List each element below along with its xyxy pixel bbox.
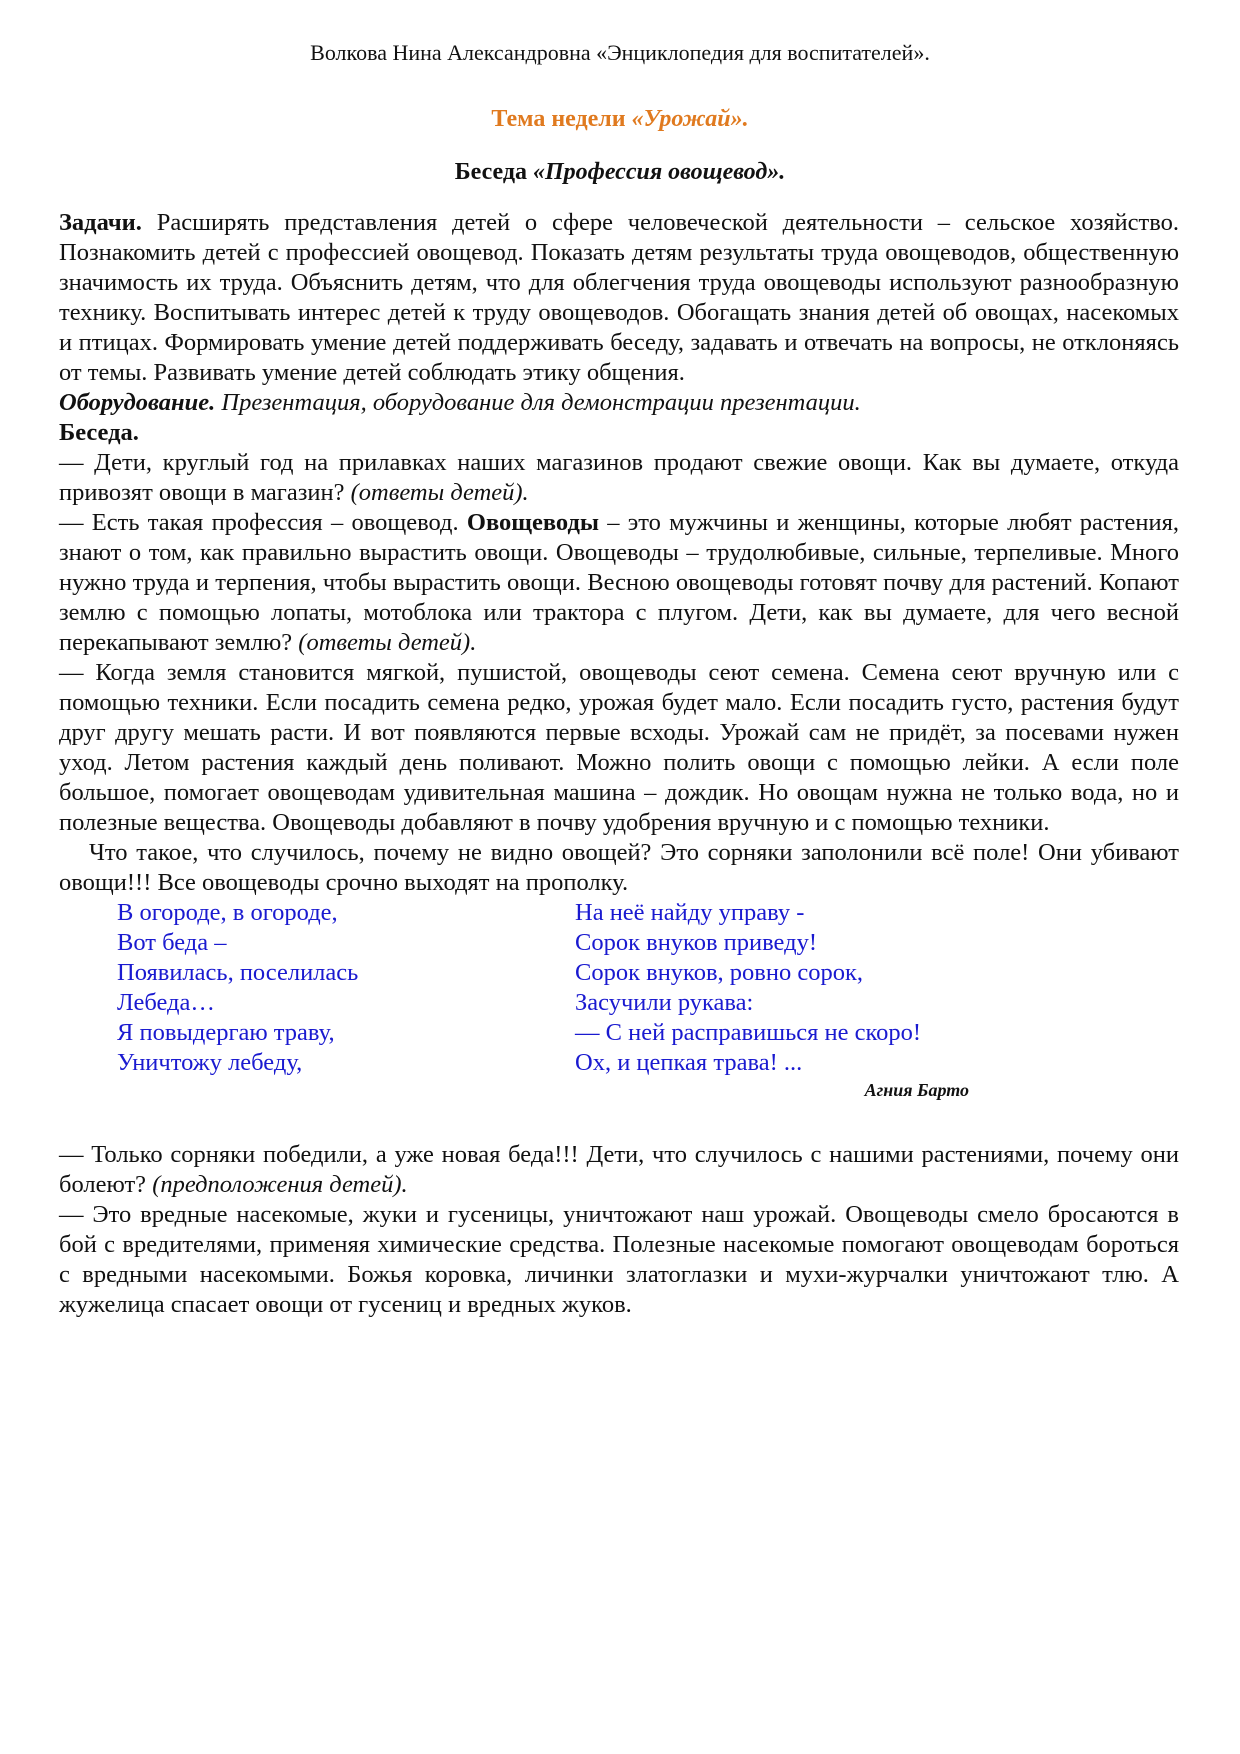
poem-line: В огороде, в огороде, — [117, 899, 338, 926]
spacer — [59, 1102, 1179, 1140]
tasks-label: Задачи. — [59, 209, 142, 236]
tasks-text: Расширять представления детей о сфере человеческой деятельности – сельское хозяйство. Познакомить детей с профессией овощевод. Показать детям результаты труда овощеводов, общественную значимость их труда. Объяснить детям, что для облегчения труда овощеводы используют разнообразную технику. Воспитывать интерес детей к труду овощеводов. Обогащать знания детей об овощах, насекомых и птицах. Формировать умение детей поддерживать беседу, задавать и отвечать на вопросы, не отклоняясь от темы. Развивать умение детей соблюдать этику общения. — [59, 209, 1179, 386]
poem — [59, 898, 1179, 1078]
p2-note: (ответы детей). — [298, 629, 477, 656]
paragraph-2 — [59, 508, 1179, 658]
p5-text: — Только сорняки победили, а уже новая беда!!! Дети, что случилось с нашими растениями, почему они болеют? — [59, 1141, 1179, 1198]
p2-start: — Есть такая профессия – овощевод. — [59, 509, 467, 536]
p1-text: — Дети, круглый год на прилавках наших магазинов продают свежие овощи. Как вы думаете, откуда привозят овощи в магазин? — [59, 449, 1179, 506]
equipment-paragraph — [59, 388, 1179, 418]
paragraph-6: — Это вредные насекомые, жуки и гусеницы, уничтожают наш урожай. Овощеводы смело бросаются в бой с вредителями, применяя химические средства. Полезные насекомые помогают овощеводам бороться с вредными насекомыми. Божья коровка, личинки златоглазки и мухи-журчалки уничтожают тлю. А жужелица спасает овощи от гусениц и вредных жуков. — [59, 1201, 1179, 1318]
document-header: Волкова Нина Александровна «Энциклопедия для воспитателей». — [310, 40, 930, 65]
p5-note: (предположения детей). — [152, 1171, 408, 1198]
paragraph-1 — [59, 448, 1179, 508]
p2-text: – это мужчины и женщины, которые любят растения, знают о том, как правильно вырастить овощи. Овощеводы – трудолюбивые, сильные, терпеливые. Много нужно труда и терпения, чтобы вырастить овощи. Весною овощеводы готовят почву для растений. Копают землю с помощью лопаты, мотоблока или трактора с плугом. Дети, как вы думаете, для чего весной перекапывают землю? — [59, 509, 1179, 656]
theme-prefix: Тема недели — [491, 106, 632, 132]
talk-name: «Профессия овощевод». — [532, 159, 786, 185]
paragraph-4: Что такое, что случилось, почему не видно овощей? Это сорняки заполонили всё поле! Они убивают овощи!!! Все овощеводы срочно выходят на прополку. — [59, 839, 1179, 896]
conversation-label-text: Беседа. — [59, 419, 139, 446]
talk-prefix: Беседа — [454, 159, 533, 185]
poem-line: — С ней расправишься не скоро! — [575, 1019, 922, 1046]
poem-line: Появилась, поселилась — [117, 959, 359, 986]
conversation-label — [59, 418, 1179, 448]
poem-line: Лебеда… — [117, 989, 215, 1016]
poem-line: Вот беда – — [117, 929, 227, 956]
poem-author: Агния Барто — [864, 1080, 969, 1100]
p2-bold: Овощеводы — [466, 509, 599, 536]
poem-line: Ох, и цепкая трава! ... — [575, 1049, 803, 1076]
paragraph-5 — [59, 1140, 1179, 1200]
paragraph-3: — Когда земля становится мягкой, пушистой, овощеводы сеют семена. Семена сеют вручную или с помощью техники. Если посадить семена редко, урожая будет мало. Если посадить густо, растения будут друг другу мешать расти. И вот появляются первые всходы. Урожай сам не придёт, за посевами нужен уход. Летом растения каждый день поливают. Можно полить овощи с помощью лейки. А если поле большое, помогает овощеводам удивительная машина – дождик. Но овощам нужна не только вода, но и полезные вещества. Овощеводы добавляют в почву удобрения вручную и с помощью техники. — [59, 659, 1179, 836]
talk-title — [0, 159, 1240, 186]
poem-right-column — [575, 898, 1091, 1078]
poem-line: Я повыдергаю траву, — [117, 1019, 335, 1046]
poem-left-column — [59, 898, 575, 1078]
document-body — [59, 208, 1179, 1320]
tasks-paragraph — [59, 208, 1179, 388]
poem-line: Сорок внуков приведу! — [575, 929, 817, 956]
theme-name: «Урожай». — [631, 106, 749, 132]
poem-line: Засучили рукава: — [575, 989, 754, 1016]
poem-line: Сорок внуков, ровно сорок, — [575, 959, 863, 986]
poem-line: Уничтожу лебеду, — [117, 1049, 303, 1076]
poem-line: На неё найду управу - — [575, 899, 805, 926]
equipment-text: Презентация, оборудование для демонстрации презентации. — [215, 389, 861, 416]
p1-note: (ответы детей). — [350, 479, 529, 506]
week-theme-title — [0, 106, 1240, 133]
equipment-label: Оборудование. — [59, 389, 216, 416]
